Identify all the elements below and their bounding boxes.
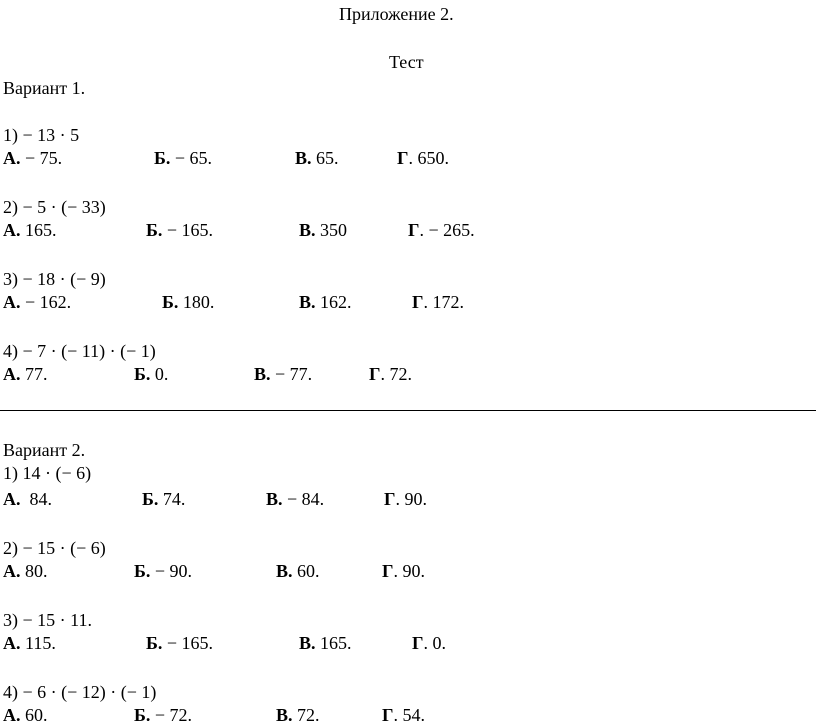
option-letter: В. [295,148,312,168]
answer-option-v [299,632,352,654]
option-value: . 90. [393,561,425,581]
option-value: 350 [320,220,348,240]
option-letter: А. [3,364,21,384]
option-letter: Б. [134,705,151,725]
option-letter: А. [3,705,21,725]
answer-option-v [276,704,320,726]
answer-option-b [134,704,192,726]
question-expression: 1) 14 · (− 6) [3,463,92,483]
question-expression: 3) − 15 · 11. [3,610,92,630]
option-letter: А. [3,220,21,240]
answer-option-g [397,147,449,169]
test-title: Тест [389,52,424,72]
answer-option-g [382,560,425,582]
answer-option-g [382,704,425,726]
answer-option-g [408,219,475,241]
question-expression: 4) − 7 · (− 11) · (− 1) [3,341,156,361]
answer-option-g [412,632,446,654]
answer-option-b [154,147,212,169]
option-letter: Б. [162,292,179,312]
option-value: 0. [154,364,169,384]
option-letter: Б. [154,148,171,168]
option-letter: А. [3,292,21,312]
section-divider [0,410,816,411]
answer-option-b [146,632,213,654]
answer-option-a [3,560,48,582]
answer-option-v [299,291,352,313]
question-expression: 3) − 18 · (− 9) [3,269,106,289]
option-value: . 72. [380,364,412,384]
option-value: 60. [25,705,48,725]
option-letter: А. [3,633,21,653]
answer-option-a [3,291,71,313]
option-value: − 84. [287,489,325,509]
option-value: 84. [29,489,52,509]
option-letter: В. [299,292,316,312]
option-letter: В. [254,364,271,384]
option-value: . 54. [393,705,425,725]
answer-option-v [266,488,324,510]
answer-option-b [134,560,192,582]
option-letter: Г [412,292,424,312]
answer-option-v [295,147,339,169]
option-letter: Г [382,705,394,725]
answer-option-g [384,488,427,510]
option-value: − 165. [166,633,214,653]
option-value: . 90. [395,489,427,509]
answer-option-a [3,219,57,241]
answer-option-b [146,219,213,241]
option-letter: Г [408,220,420,240]
answer-option-g [412,291,464,313]
question-expression: 1) − 13 · 5 [3,125,80,145]
answer-option-v [276,560,320,582]
answer-option-b [142,488,185,510]
answer-option-v [299,219,347,241]
option-value: 115. [25,633,56,653]
question-expression: 2) − 15 · (− 6) [3,538,106,558]
option-letter: Б. [134,561,151,581]
option-value: 165. [25,220,57,240]
answer-option-v [254,363,312,385]
answer-option-a [3,363,48,385]
option-value: 180. [182,292,215,312]
answer-option-a [3,488,52,510]
answer-option-g [369,363,412,385]
option-letter: Г [382,561,394,581]
option-letter: Б. [146,633,163,653]
option-value: 74. [162,489,186,509]
option-value: . 650. [408,148,449,168]
option-value: − 162. [25,292,72,312]
option-value: . − 265. [419,220,475,240]
appendix-title: Приложение 2. [339,4,454,24]
option-value: − 72. [154,705,193,725]
option-value: 60. [297,561,320,581]
option-value: 162. [320,292,352,312]
answer-option-a [3,704,48,726]
option-value: . 172. [423,292,464,312]
question-expression: 4) − 6 · (− 12) · (− 1) [3,682,157,702]
option-letter: Г [384,489,396,509]
option-letter: Б. [142,489,159,509]
option-letter: Б. [146,220,163,240]
option-value: 80. [25,561,48,581]
option-letter: А. [3,489,21,509]
option-letter: В. [299,633,316,653]
option-letter: Г [369,364,381,384]
variant-heading: Вариант 2. [3,440,86,460]
option-value: − 65. [174,148,213,168]
option-letter: А. [3,148,21,168]
question-expression: 2) − 5 · (− 33) [3,197,106,217]
variant-heading: Вариант 1. [3,78,86,98]
option-value: 165. [320,633,352,653]
answer-option-a [3,147,62,169]
option-value: . 0. [423,633,446,653]
option-letter: В. [276,561,293,581]
answer-option-b [162,291,214,313]
option-value: 65. [316,148,339,168]
option-value: − 75. [25,148,63,168]
option-letter: В. [299,220,316,240]
option-value: − 77. [275,364,313,384]
option-value: 77. [25,364,48,384]
option-letter: В. [266,489,283,509]
option-letter: Г [397,148,409,168]
option-value: − 165. [166,220,214,240]
answer-option-b [134,363,168,385]
option-value: 72. [297,705,320,725]
option-letter: Г [412,633,424,653]
option-letter: В. [276,705,293,725]
option-letter: Б. [134,364,151,384]
option-value: − 90. [154,561,193,581]
option-letter: А. [3,561,21,581]
answer-option-a [3,632,56,654]
